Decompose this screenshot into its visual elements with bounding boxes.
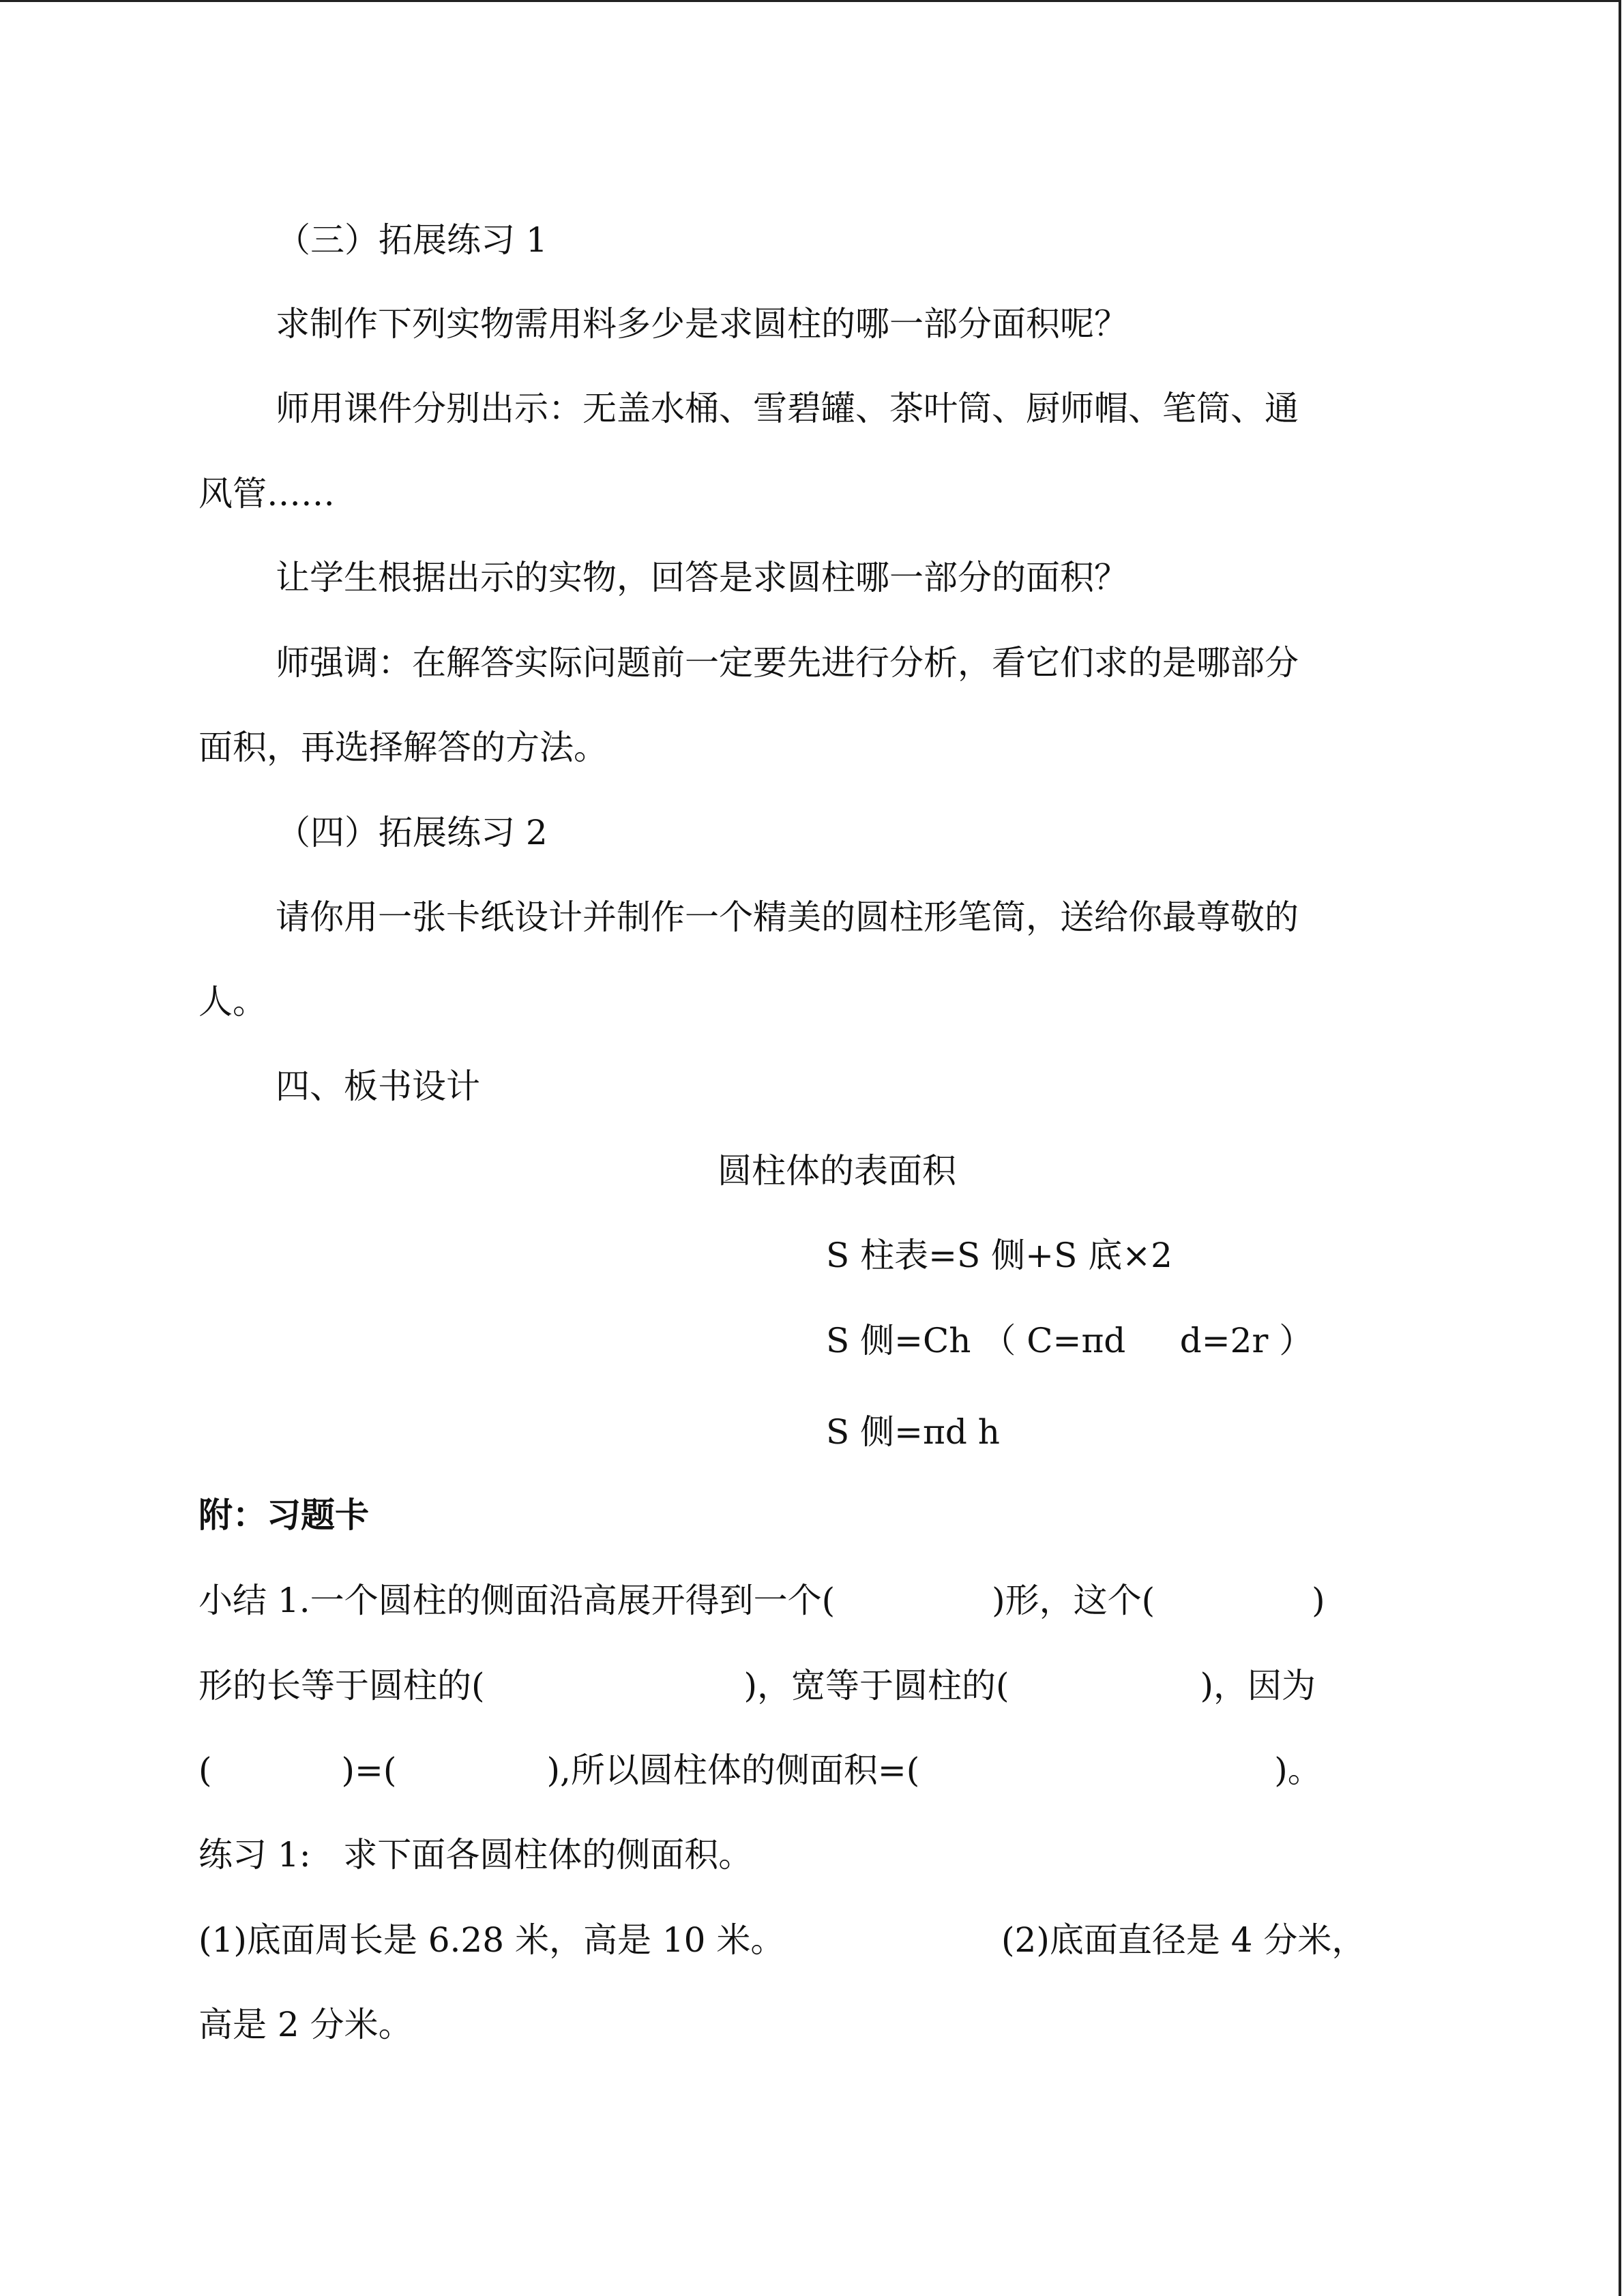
summary-line-3 [198, 1748, 1426, 1792]
exercise-item-2-cont: 高是 2 分米。 [198, 2005, 413, 2044]
section3-question: 求制作下列实物需用料多少是求圆柱的哪一部分面积呢？ [276, 304, 1128, 344]
section3-show-line1: 师用课件分别出示：无盖水桶、雪碧罐、茶叶筒、厨师帽、笔筒、通 [276, 389, 1299, 428]
exercise-1-title: 练习 1: 求下面各圆柱体的侧面积。 [198, 1835, 753, 1875]
board-formula-1: S 柱表=S 侧+S 底×2 [826, 1236, 1172, 1275]
summary-line-1 [198, 1579, 1426, 1622]
section3-emph-line2: 面积，再选择解答的方法。 [198, 728, 608, 767]
board-title: 圆柱体的表面积 [718, 1151, 956, 1191]
summary-l3-text-c: ),所以圆柱体的侧面积=( [546, 1750, 920, 1790]
summary-l2-text-c: )，因为 [1200, 1666, 1316, 1705]
section3-ask: 让学生根据出示的实物，回答是求圆柱哪一部分的面积？ [276, 558, 1128, 597]
appendix-heading: 附：习题卡 [198, 1495, 369, 1535]
exercise-item-2: (2)底面直径是 4 分米， [1001, 1920, 1366, 1960]
summary-line-2 [198, 1664, 1426, 1708]
section3-emph-line1: 师强调：在解答实际问题前一定要先进行分析，看它们求的是哪部分 [276, 643, 1299, 683]
section4-task-line1: 请你用一张卡纸设计并制作一个精美的圆柱形笔筒，送给你最尊敬的 [276, 897, 1299, 937]
section3-heading: （三）拓展练习 1 [276, 220, 548, 260]
section4-task-line2: 人。 [198, 982, 267, 1022]
summary-l3-text-d: )。 [1274, 1750, 1322, 1790]
board-formula-3: S 侧=πd h [826, 1412, 1001, 1452]
summary-l1-text-c: ) [1312, 1581, 1325, 1620]
board-formula-2: S 侧=Ch （ C=πd d=2r ） [826, 1321, 1314, 1360]
summary-l1-text-a: 小结 1.一个圆柱的侧面沿高展开得到一个( [198, 1581, 836, 1620]
summary-l1-text-b: )形，这个( [992, 1581, 1155, 1620]
section4-heading: （四）拓展练习 2 [276, 813, 548, 852]
section3-show-line2: 风管…… [198, 474, 335, 513]
summary-l2-text-b: )，宽等于圆柱的( [743, 1666, 1009, 1705]
summary-l2-text-a: 形的长等于圆柱的( [198, 1666, 485, 1705]
summary-l3-text-a: ( [198, 1750, 212, 1790]
exercise-item-1: (1)底面周长是 6.28 米，高是 10 米。 [198, 1920, 785, 1960]
summary-l3-text-b: )=( [341, 1750, 397, 1790]
board-heading: 四、板书设计 [276, 1067, 480, 1106]
